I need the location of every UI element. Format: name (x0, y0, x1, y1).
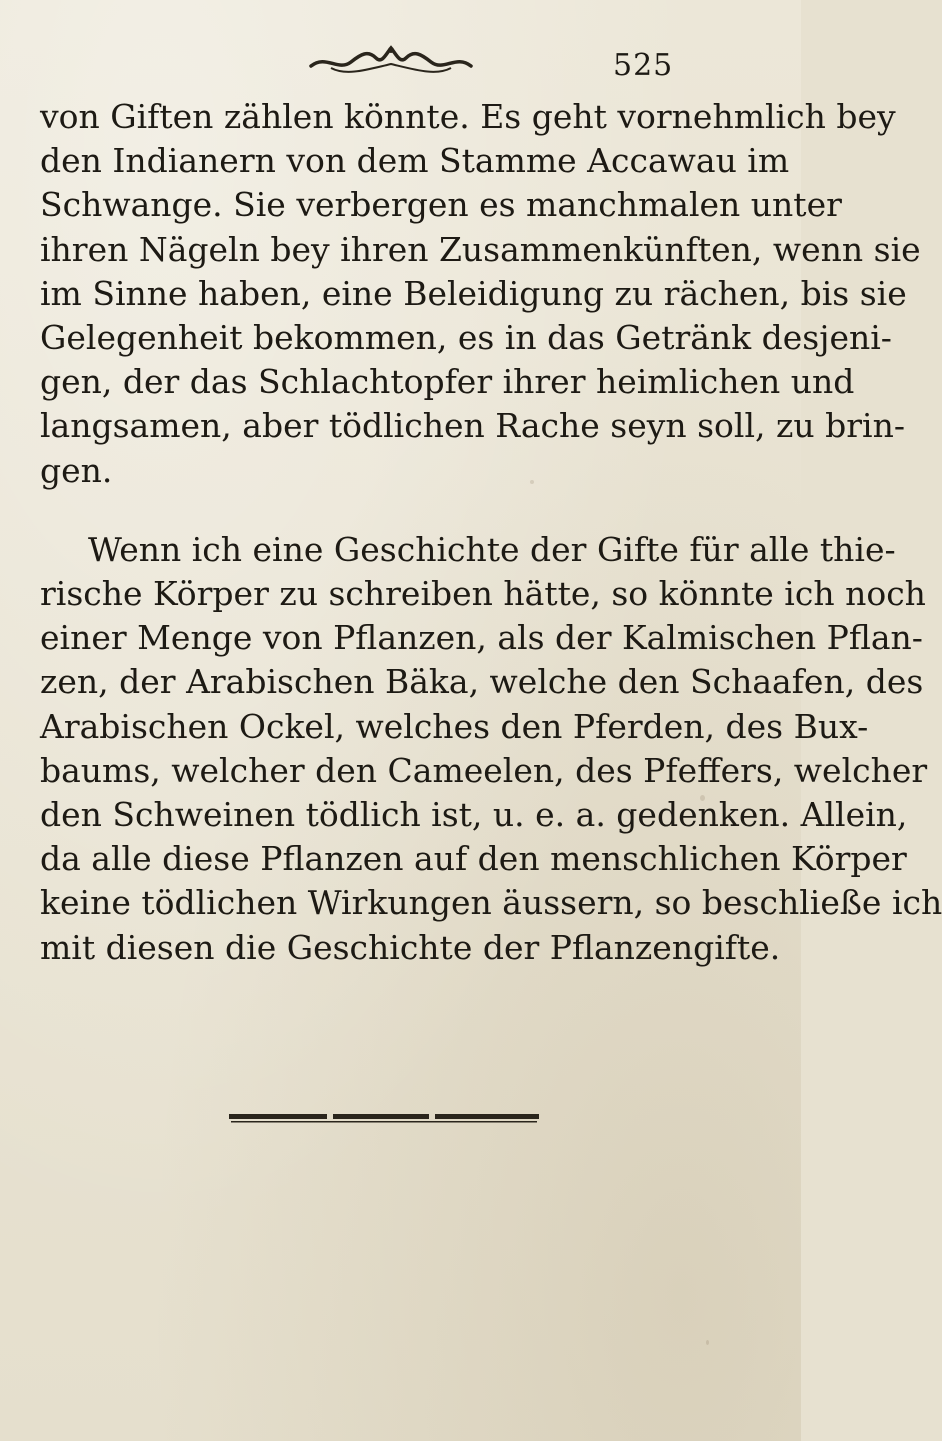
text-line: da alle diese Pflanzen auf den menschlichen Körper (40, 839, 907, 879)
text-line: Arabischen Ockel, welches den Pferden, des Bux- (40, 706, 869, 746)
text-line: im Sinne haben, eine Beleidigung zu rächen, bis sie (40, 273, 907, 313)
page-number: 525 (613, 48, 674, 83)
text-line: gen, der das Schlachtopfer ihrer heimlichen und (40, 362, 855, 402)
text-line: ihren Nägeln bey ihren Zusammenkünften, wenn sie (40, 229, 921, 269)
text-line: mit diesen die Geschichte der Pflanzengifte. (40, 927, 781, 967)
text-line: zen, der Arabischen Bäka, welche den Schaafen, des (40, 662, 924, 702)
text-line: den Indianern von dem Stamme Accawau im (40, 141, 790, 181)
paragraph-2 (40, 528, 942, 970)
text-line: Gelegenheit bekommen, es in das Getränk desjeni- (40, 318, 892, 358)
text-line: Wenn ich eine Geschichte der Gifte für alle thie- (88, 529, 896, 569)
text-line: rische Körper zu schreiben hätte, so könnte ich noch (40, 574, 926, 614)
header-ornament-icon (306, 40, 476, 80)
text-line: gen. (40, 450, 113, 490)
paragraph-1 (40, 95, 921, 493)
paper-stain (700, 795, 705, 801)
text-line: keine tödlichen Wirkungen äussern, so beschließe ich (40, 883, 942, 923)
paper-stain (530, 480, 534, 484)
text-line: langsamen, aber tödlichen Rache seyn soll, zu brin- (40, 406, 905, 446)
body-text (40, 95, 942, 970)
text-line: Schwange. Sie verbergen es manchmalen unter (40, 185, 842, 225)
text-line: baums, welcher den Cameelen, des Pfeffers, welcher (40, 750, 928, 790)
text-line: einer Menge von Pflanzen, als der Kalmischen Pflan- (40, 618, 923, 658)
text-line: von Giften zählen könnte. Es geht vornehmlich bey (40, 97, 896, 136)
end-rule-ornament (229, 1112, 539, 1126)
paper-stain (706, 1340, 709, 1345)
text-line: den Schweinen tödlich ist, u. e. a. gedenken. Allein, (40, 795, 908, 835)
